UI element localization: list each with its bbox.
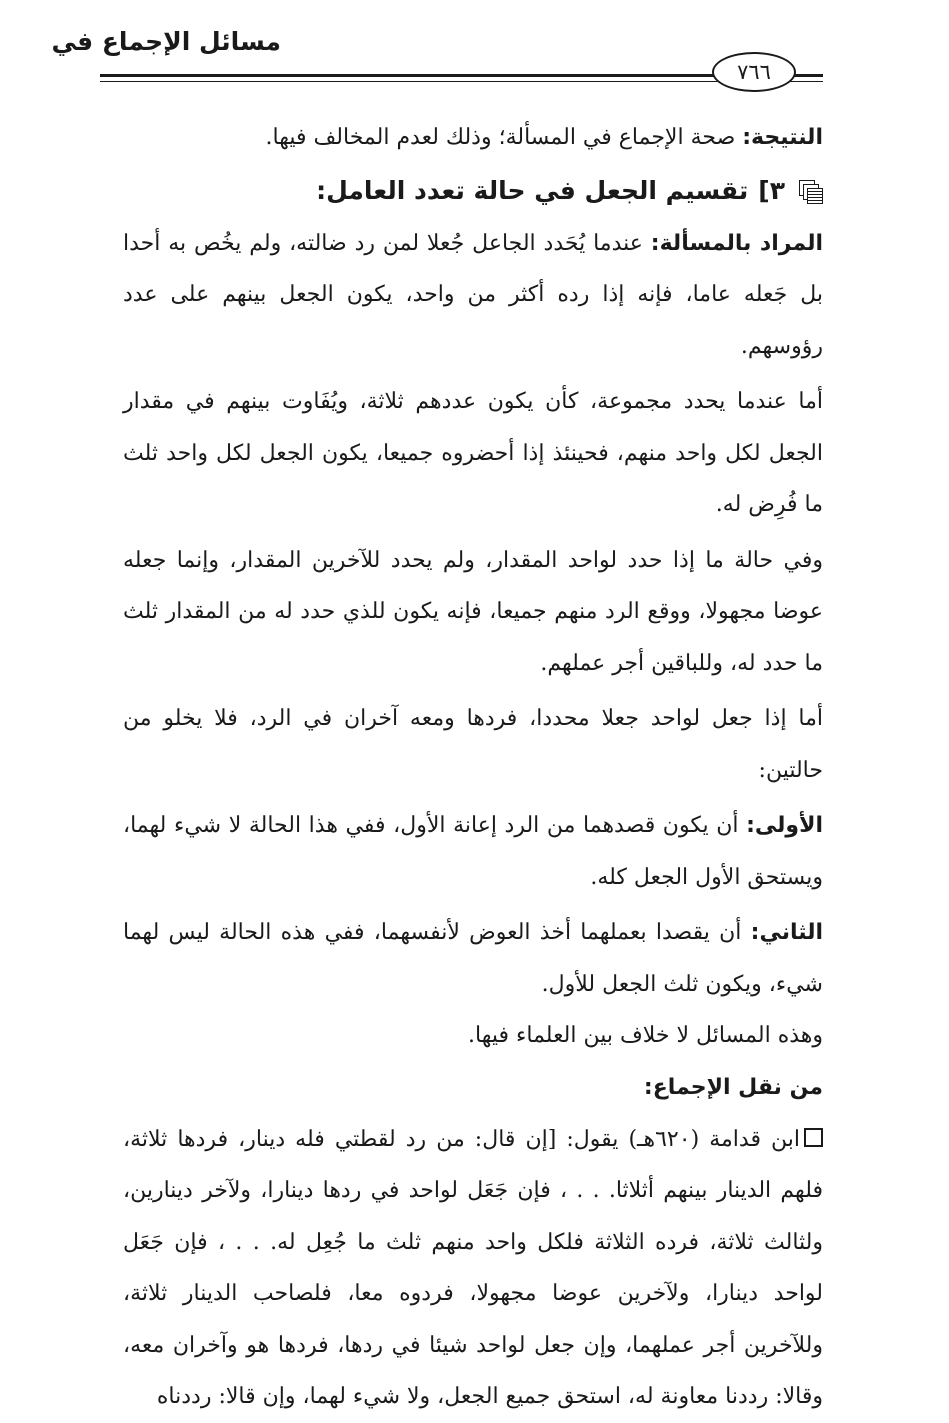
paragraph-text: صحة الإجماع في المسألة؛ وذلك لعدم المخالف فيها. (265, 125, 743, 150)
paragraph-text: أن يقصدا بعملهما أخذ العوض لأنفسهما، ففي هذه الحالة ليس لهما شيء، ويكون ثلث الجعل للأول. (123, 920, 823, 997)
case-two-paragraph (123, 907, 823, 1010)
section-title: تقسيم الجعل في حالة تعدد العامل: (316, 175, 749, 205)
body-paragraph: أما عندما يحدد مجموعة، كأن يكون عددهم ثلاثة، ويُفَاوت بينهم في مقدار الجعل لكل واحد منهم، فحينئذ إذا أحضروه جميعا، يكون الجعل لكل واحد ثلث ما فُرِض له. (123, 389, 823, 517)
page-number: ٧٦٦ (712, 52, 796, 92)
header-rule-thin (100, 81, 823, 82)
body-paragraph: وفي حالة ما إذا حدد لواحد المقدار، ولم يحدد للآخرين المقدار، وإنما جعله عوضا مجهولا، ووقع الرد منهم جميعا، فإنه يكون للذي حدد له من المقدار ثلث ما حدد له، وللباقين أجر عملهم. (123, 547, 823, 676)
checkbox-icon (804, 1128, 823, 1147)
section-number: ٣] (758, 175, 785, 205)
case-one-paragraph (123, 800, 823, 903)
definition-paragraph (123, 218, 823, 373)
body-paragraph: أما إذا جعل لواحد جعلا محددا، فردها ومعه آخران في الرد، فلا يخلو من حالتين: (123, 706, 823, 783)
running-title: مسائل الإجماع في (51, 27, 281, 56)
consensus-subheading: من نقل الإجماع: (643, 1074, 823, 1100)
section-heading (123, 164, 823, 218)
paragraph-lead: المراد بالمسألة: (650, 230, 823, 256)
quote-paragraph (123, 1114, 823, 1423)
main-text (123, 112, 823, 1423)
result-paragraph (123, 112, 823, 164)
paragraph-lead: الثاني: (750, 920, 823, 945)
paragraph-lead: النتيجة: (742, 125, 823, 150)
paragraph-lead: الأولى: (746, 813, 823, 838)
body-paragraph: وهذه المسائل لا خلاف بين العلماء فيها. (468, 1023, 823, 1048)
paragraph-text: أن يكون قصدهما من الرد إعانة الأول، ففي هذا الحالة لا شيء لهما، ويستحق الأول الجعل كله. (123, 813, 823, 890)
document-stack-icon (799, 180, 823, 202)
paragraph-text: عندما يُحَدد الجاعل جُعلا لمن رد ضالته، ولم يخُص به أحدا بل جَعله عاما، فإنه إذا رده أكثر من واحد، يكون الجعل بينهم على عدد رؤوسهم. (123, 230, 823, 359)
paragraph-text: ابن قدامة (٦٢٠هـ) يقول: [إن قال: من رد لقطتي فله دينار، فردها ثلاثة، فلهم الدينار بينهم أثلاثا. . . ، فإن جَعَل لواحد في ردها دينارا، ولآخر دينارين، ولثالث ثلاثة، فرده الثلاثة فلكل واحد منهم ثلث ما جُعِل له. . . ، فإن جَعَل لواحد دينارا، ولآخرين عوضا مجهولا، فردوه معا، فلصاحب الدينار ثلاثة، وللآخرين أجر عملهما، وإن جعل لواحد شيئا في ردها، فردها هو وآخران معه، وقالا: رددنا معاونة له، استحق جميع الجعل، ولا شيء لهما، وإن قالا: رددناه (123, 1126, 823, 1409)
